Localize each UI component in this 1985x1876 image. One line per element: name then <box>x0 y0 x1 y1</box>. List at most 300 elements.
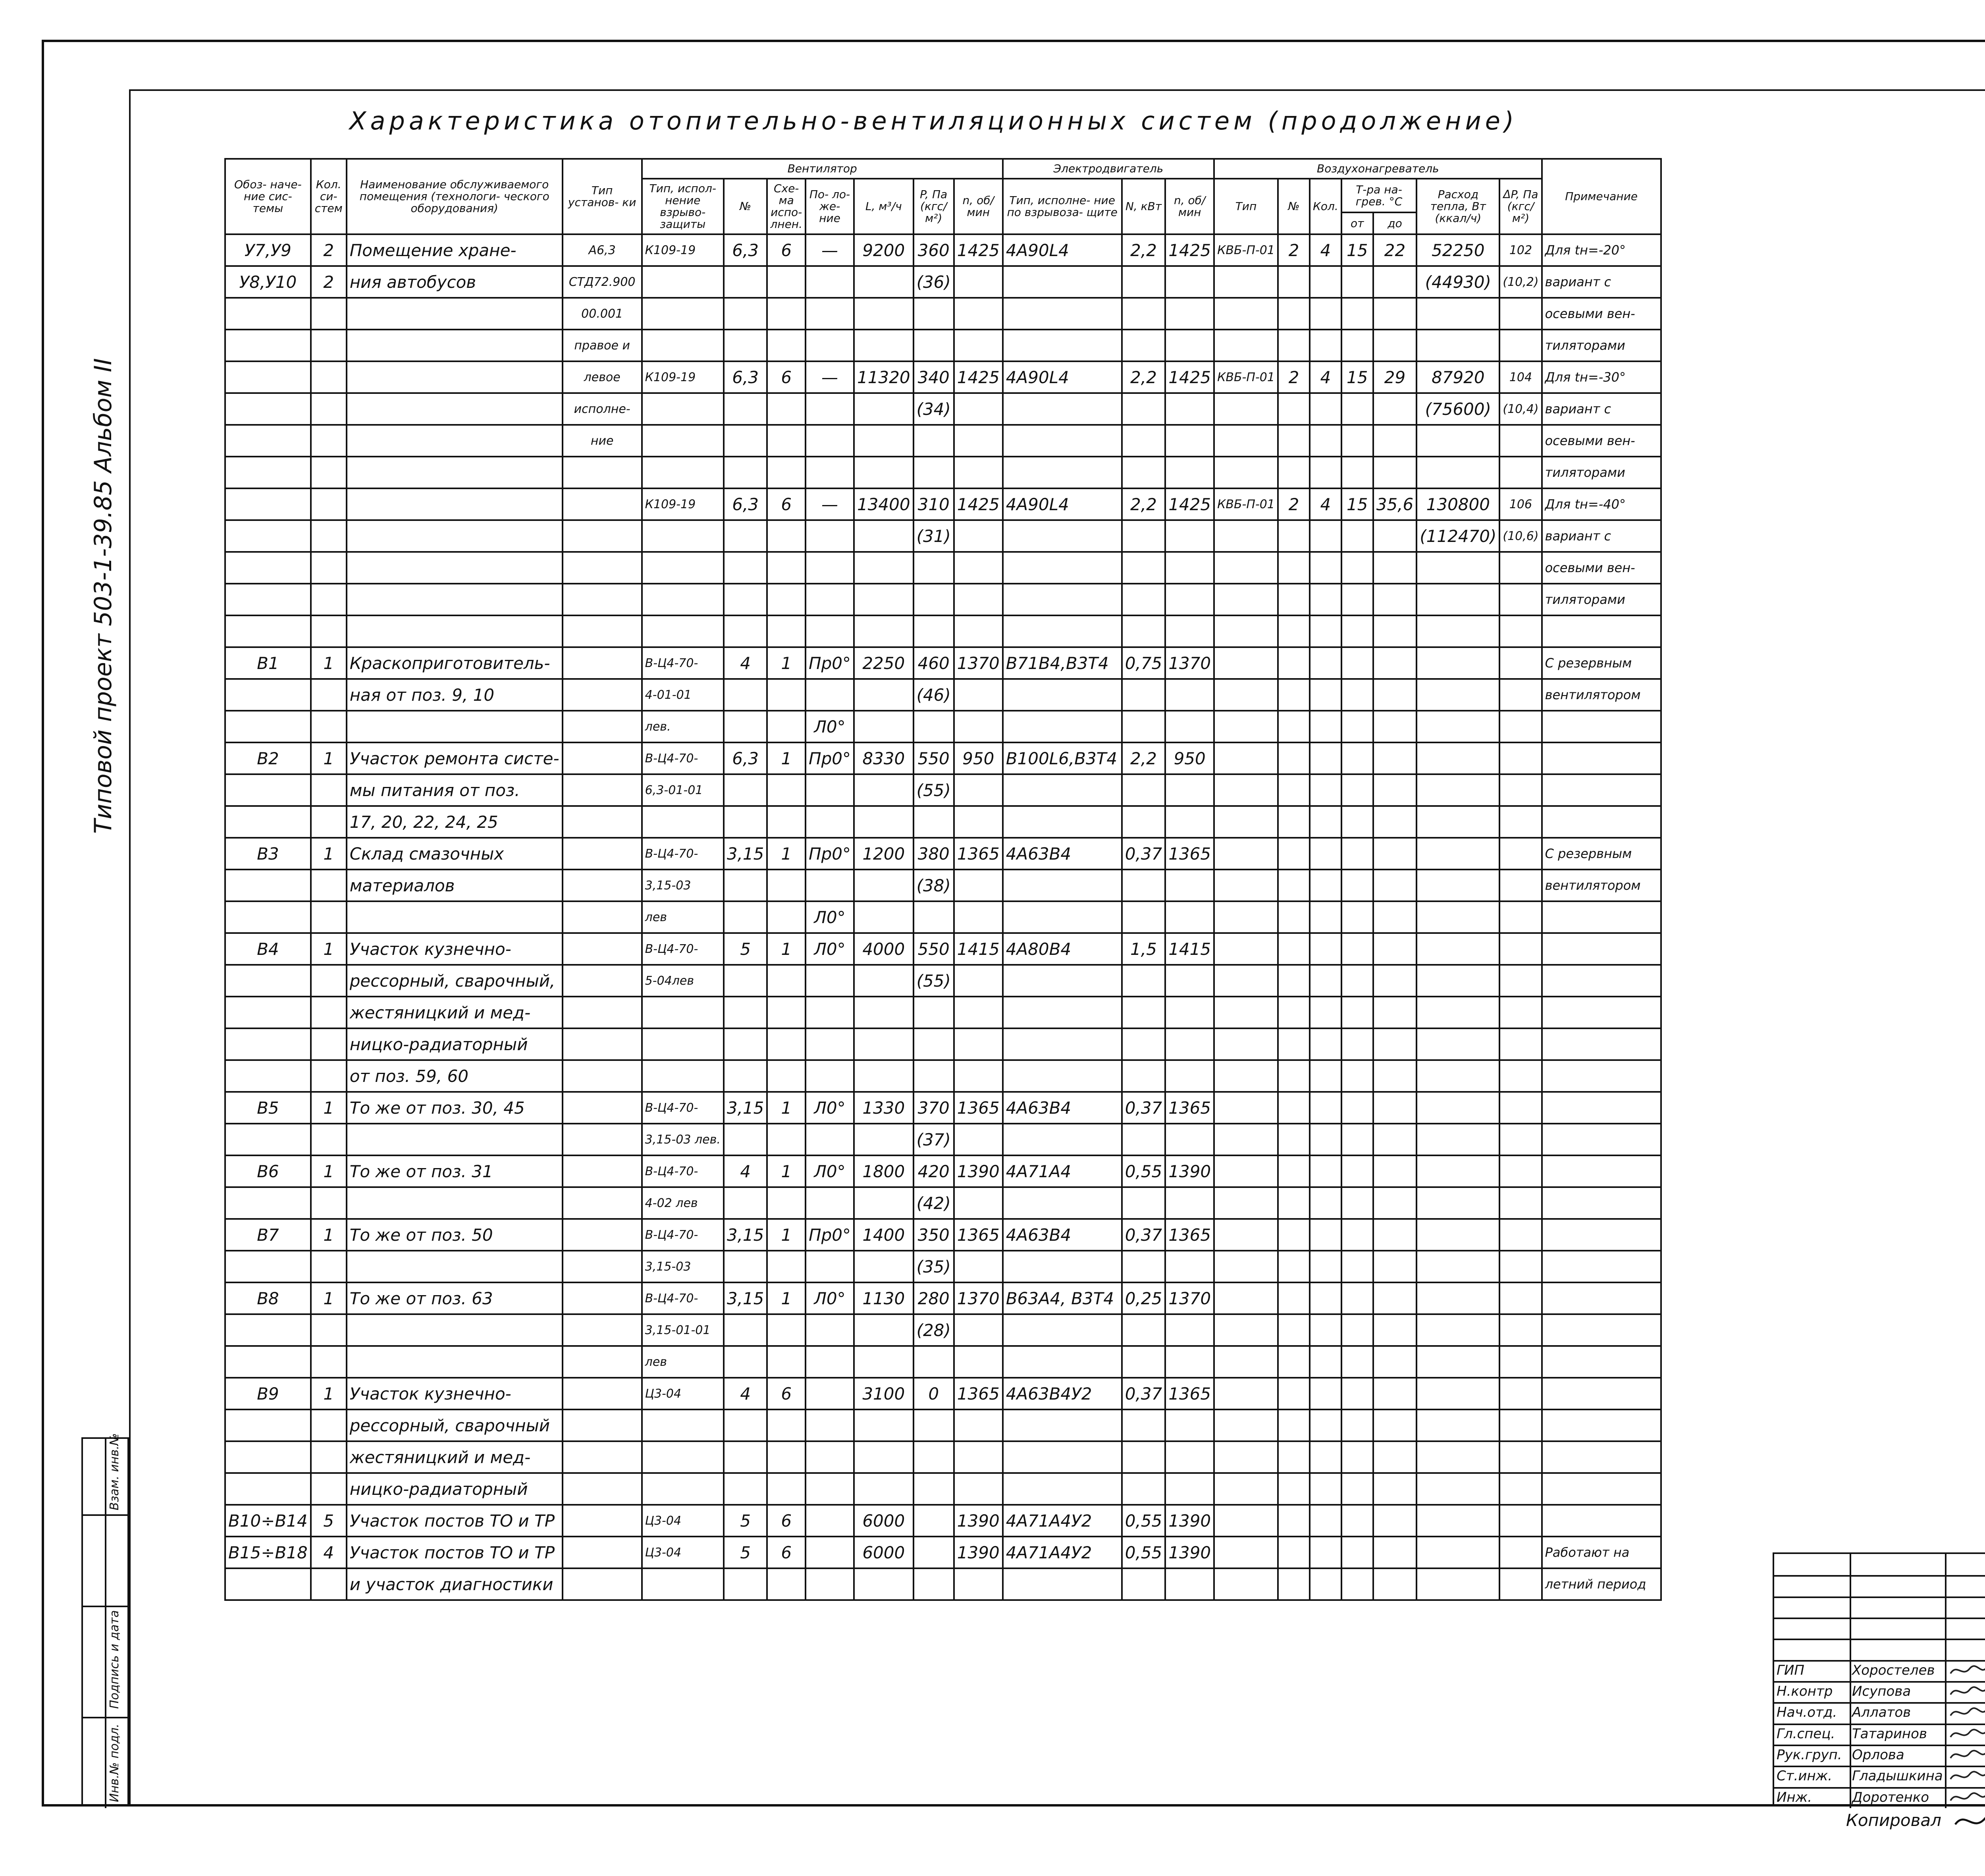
cell-motor-type <box>1003 425 1122 457</box>
cell-motor-N <box>1122 965 1166 997</box>
cell-heater-from: 15 <box>1341 234 1373 266</box>
cell-notes <box>1542 806 1661 838</box>
cell-fan-P <box>913 330 954 361</box>
table-row <box>225 838 1661 870</box>
cell-heater-to <box>1373 1537 1417 1568</box>
cell-fan-position: Л0° <box>806 711 854 742</box>
cell-motor-type <box>1003 393 1122 425</box>
th-room: Наименование обслуживаемого помещения (технологи- ческого оборудования) <box>347 159 563 234</box>
cell-heater-heat <box>1416 1505 1499 1537</box>
cell-designation <box>225 584 311 615</box>
cell-fan-scheme: 6 <box>767 1378 806 1409</box>
cell-fan-scheme: 6 <box>767 488 806 520</box>
cell-heater-qty <box>1310 774 1341 806</box>
cell-fan-position <box>806 330 854 361</box>
cell-motor-type <box>1003 457 1122 488</box>
cell-install <box>563 488 642 520</box>
cell-install: СТД72.900 <box>563 266 642 298</box>
cell-heater-to: 29 <box>1373 361 1417 393</box>
table-row <box>225 1092 1661 1124</box>
cell-motor-type <box>1003 1314 1122 1346</box>
cell-fan-P: 550 <box>913 742 954 774</box>
cell-fan-P <box>913 1441 954 1473</box>
cell-fan-L: 1400 <box>854 1219 913 1251</box>
cell-designation: В3 <box>225 838 311 870</box>
cell-room: Участок кузнечно- <box>347 1378 563 1409</box>
cell-fan-position <box>806 298 854 330</box>
cell-motor-N: 0,55 <box>1122 1537 1166 1568</box>
cell-motor-type: В63А4, В3Т4 <box>1003 1282 1122 1314</box>
cell-fan-position <box>806 1441 854 1473</box>
cell-heater-from <box>1341 742 1373 774</box>
cell-heater-qty <box>1310 330 1341 361</box>
cell-fan-no <box>724 901 767 933</box>
cell-install <box>563 520 642 552</box>
cell-count: 2 <box>311 234 347 266</box>
cell-heater-to <box>1373 1346 1417 1378</box>
cell-heater-dp <box>1499 1251 1542 1282</box>
cell-motor-n <box>1165 266 1214 298</box>
cell-heater-from <box>1341 774 1373 806</box>
cell-heater-no <box>1278 1441 1310 1473</box>
cell-heater-qty <box>1310 1155 1341 1187</box>
cell-notes <box>1542 774 1661 806</box>
cell-heater-to <box>1373 520 1417 552</box>
table-row <box>225 584 1661 615</box>
cell-fan-no: 6,3 <box>724 234 767 266</box>
cell-fan-P: 0 <box>913 1378 954 1409</box>
cell-fan-position <box>806 425 854 457</box>
cell-install <box>563 1251 642 1282</box>
cell-motor-n <box>1165 425 1214 457</box>
cell-motor-N <box>1122 330 1166 361</box>
cell-fan-n <box>954 1060 1003 1092</box>
cell-room: и участок диагностики <box>347 1568 563 1600</box>
cell-fan-L <box>854 1124 913 1155</box>
cell-count <box>311 361 347 393</box>
staff-name: Доротенко <box>1852 1789 1929 1805</box>
cell-fan-scheme <box>767 1441 806 1473</box>
table-row <box>225 1124 1661 1155</box>
cell-motor-n <box>1165 1568 1214 1600</box>
cell-heater-type <box>1214 1314 1278 1346</box>
cell-fan-L: 4000 <box>854 933 913 965</box>
cell-count <box>311 965 347 997</box>
cell-heater-type <box>1214 1409 1278 1441</box>
cell-heater-qty <box>1310 1473 1341 1505</box>
cell-heater-no: 2 <box>1278 488 1310 520</box>
cell-heater-to <box>1373 1028 1417 1060</box>
cell-designation: В10÷В14 <box>225 1505 311 1537</box>
cell-fan-type <box>642 615 724 647</box>
cell-motor-N <box>1122 1187 1166 1219</box>
cell-fan-no: 6,3 <box>724 361 767 393</box>
table-row <box>225 266 1661 298</box>
cell-motor-type: 4А63В4У2 <box>1003 1378 1122 1409</box>
cell-fan-n: 1370 <box>954 647 1003 679</box>
cell-motor-N <box>1122 1028 1166 1060</box>
cell-heater-dp <box>1499 1537 1542 1568</box>
cell-install <box>563 1378 642 1409</box>
cell-room: рессорный, сварочный <box>347 1409 563 1441</box>
table-row <box>225 1282 1661 1314</box>
cell-motor-type: 4А63В4 <box>1003 1092 1122 1124</box>
cell-fan-L: 13400 <box>854 488 913 520</box>
cell-motor-N <box>1122 1441 1166 1473</box>
cell-fan-n <box>954 457 1003 488</box>
cell-heater-from <box>1341 1537 1373 1568</box>
cell-motor-n: 1365 <box>1165 1378 1214 1409</box>
systems-table <box>224 158 1662 1601</box>
cell-heater-heat <box>1416 965 1499 997</box>
cell-heater-heat <box>1416 425 1499 457</box>
cell-designation <box>225 1346 311 1378</box>
cell-heater-type <box>1214 711 1278 742</box>
cell-fan-type: Ц3-04 <box>642 1537 724 1568</box>
cell-install <box>563 933 642 965</box>
cell-heater-from <box>1341 330 1373 361</box>
cell-heater-dp <box>1499 1092 1542 1124</box>
cell-heater-heat <box>1416 615 1499 647</box>
th-count: Кол. си- стем <box>311 159 347 234</box>
cell-fan-position: Л0° <box>806 901 854 933</box>
cell-heater-dp <box>1499 1473 1542 1505</box>
cell-motor-N: 1,5 <box>1122 933 1166 965</box>
cell-fan-no: 3,15 <box>724 1219 767 1251</box>
cell-motor-n <box>1165 520 1214 552</box>
cell-fan-no: 5 <box>724 933 767 965</box>
cell-heater-qty <box>1310 1219 1341 1251</box>
cell-heater-type <box>1214 1441 1278 1473</box>
staff-grid <box>1774 1554 1985 1808</box>
cell-fan-position <box>806 1187 854 1219</box>
table-row <box>225 1568 1661 1600</box>
cell-fan-type: лев. <box>642 711 724 742</box>
cell-room <box>347 488 563 520</box>
cell-heater-from <box>1341 1314 1373 1346</box>
cell-motor-n: 1425 <box>1165 361 1214 393</box>
cell-fan-L <box>854 330 913 361</box>
cell-heater-no <box>1278 1282 1310 1314</box>
cell-install: исполне- <box>563 393 642 425</box>
cell-heater-dp <box>1499 1314 1542 1346</box>
cell-motor-n <box>1165 806 1214 838</box>
cell-heater-heat: 87920 <box>1416 361 1499 393</box>
cell-fan-type: 4-02 лев <box>642 1187 724 1219</box>
cell-motor-n <box>1165 1314 1214 1346</box>
cell-install <box>563 552 642 584</box>
staff-name: Татаринов <box>1852 1726 1927 1742</box>
cell-motor-n <box>1165 711 1214 742</box>
table-row <box>225 1219 1661 1251</box>
cell-fan-n <box>954 774 1003 806</box>
table-row <box>225 1346 1661 1378</box>
cell-notes <box>1542 1473 1661 1505</box>
cell-fan-scheme <box>767 1124 806 1155</box>
cell-fan-no <box>724 298 767 330</box>
cell-heater-to <box>1373 901 1417 933</box>
table-row <box>225 393 1661 425</box>
cell-heater-dp <box>1499 552 1542 584</box>
cell-fan-type <box>642 1473 724 1505</box>
cell-heater-type <box>1214 1155 1278 1187</box>
cell-motor-N <box>1122 711 1166 742</box>
th-motor-type: Тип, исполне- ние по взрывоза- щите <box>1003 179 1122 234</box>
cell-heater-no <box>1278 870 1310 901</box>
cell-count <box>311 679 347 711</box>
cell-fan-P <box>913 615 954 647</box>
cell-fan-type <box>642 1568 724 1600</box>
cell-install <box>563 1473 642 1505</box>
cell-fan-P: 310 <box>913 488 954 520</box>
cell-install <box>563 1409 642 1441</box>
cell-fan-P: (37) <box>913 1124 954 1155</box>
cell-notes: тиляторами <box>1542 457 1661 488</box>
cell-motor-type <box>1003 901 1122 933</box>
cell-heater-type <box>1214 901 1278 933</box>
th-heater-group: Воздухонагреватель <box>1214 159 1542 179</box>
cell-fan-scheme <box>767 1473 806 1505</box>
cell-room: То же от поз. 30, 45 <box>347 1092 563 1124</box>
cell-motor-n <box>1165 1060 1214 1092</box>
cell-heater-no <box>1278 838 1310 870</box>
cell-count <box>311 806 347 838</box>
cell-motor-n: 1390 <box>1165 1155 1214 1187</box>
cell-count <box>311 774 347 806</box>
table-row <box>225 647 1661 679</box>
cell-fan-type <box>642 1441 724 1473</box>
cell-motor-type: 4А71А4У2 <box>1003 1537 1122 1568</box>
cell-fan-L <box>854 774 913 806</box>
cell-fan-P <box>913 298 954 330</box>
cell-motor-type <box>1003 266 1122 298</box>
cell-motor-n <box>1165 552 1214 584</box>
cell-heater-to <box>1373 425 1417 457</box>
cell-heater-from <box>1341 965 1373 997</box>
cell-fan-type <box>642 1060 724 1092</box>
cell-fan-n <box>954 806 1003 838</box>
cell-heater-heat <box>1416 330 1499 361</box>
cell-motor-n <box>1165 1473 1214 1505</box>
title-block <box>1773 1552 1985 1807</box>
cell-heater-no <box>1278 1251 1310 1282</box>
cell-heater-to <box>1373 1505 1417 1537</box>
cell-count <box>311 330 347 361</box>
cell-heater-no <box>1278 1378 1310 1409</box>
cell-fan-position <box>806 393 854 425</box>
cell-heater-no <box>1278 298 1310 330</box>
table-row <box>225 1187 1661 1219</box>
cell-designation: В1 <box>225 647 311 679</box>
cell-heater-no <box>1278 1568 1310 1600</box>
cell-fan-n <box>954 1409 1003 1441</box>
cell-room: Склад смазочных <box>347 838 563 870</box>
cell-fan-n <box>954 266 1003 298</box>
cell-motor-n <box>1165 965 1214 997</box>
cell-fan-P: 420 <box>913 1155 954 1187</box>
cell-fan-position: — <box>806 488 854 520</box>
cell-install <box>563 1505 642 1537</box>
cell-fan-P <box>913 1505 954 1537</box>
cell-fan-no <box>724 1314 767 1346</box>
cell-heater-qty <box>1310 425 1341 457</box>
th-heater-temp: Т-ра на- грев. °С <box>1341 179 1417 212</box>
cell-room: То же от поз. 50 <box>347 1219 563 1251</box>
cell-heater-from <box>1341 1092 1373 1124</box>
cell-install: 00.001 <box>563 298 642 330</box>
cell-heater-no <box>1278 1155 1310 1187</box>
cell-heater-type <box>1214 774 1278 806</box>
cell-heater-heat <box>1416 1346 1499 1378</box>
cell-fan-P: (31) <box>913 520 954 552</box>
cell-notes <box>1542 1155 1661 1187</box>
cell-fan-n: 1390 <box>954 1505 1003 1537</box>
cell-install: ние <box>563 425 642 457</box>
cell-heater-qty <box>1310 457 1341 488</box>
cell-heater-qty <box>1310 1282 1341 1314</box>
cell-motor-n <box>1165 901 1214 933</box>
cell-fan-position <box>806 965 854 997</box>
cell-fan-scheme: 6 <box>767 234 806 266</box>
cell-fan-type: 3,15-01-01 <box>642 1314 724 1346</box>
cell-motor-n <box>1165 774 1214 806</box>
cell-fan-n <box>954 1473 1003 1505</box>
cell-install <box>563 1568 642 1600</box>
cell-heater-qty <box>1310 1568 1341 1600</box>
cell-heater-to <box>1373 298 1417 330</box>
cell-fan-no <box>724 997 767 1028</box>
cell-fan-scheme <box>767 997 806 1028</box>
cell-room: Участок ремонта систе- <box>347 742 563 774</box>
cell-count <box>311 457 347 488</box>
cell-fan-position: Пр0° <box>806 838 854 870</box>
cell-heater-dp <box>1499 933 1542 965</box>
cell-fan-scheme <box>767 584 806 615</box>
cell-fan-type <box>642 425 724 457</box>
cell-fan-L <box>854 1187 913 1219</box>
cell-heater-dp <box>1499 647 1542 679</box>
cell-fan-type: В-Ц4-70- <box>642 1282 724 1314</box>
cell-designation <box>225 615 311 647</box>
cell-heater-type <box>1214 1537 1278 1568</box>
cell-notes <box>1542 1028 1661 1060</box>
cell-fan-scheme <box>767 965 806 997</box>
cell-count <box>311 711 347 742</box>
cell-heater-to <box>1373 870 1417 901</box>
cell-heater-qty <box>1310 933 1341 965</box>
table-row <box>225 933 1661 965</box>
cell-motor-n: 1365 <box>1165 838 1214 870</box>
cell-room: от поз. 59, 60 <box>347 1060 563 1092</box>
cell-fan-type: В-Ц4-70- <box>642 933 724 965</box>
cell-heater-from: 15 <box>1341 361 1373 393</box>
cell-heater-heat <box>1416 1155 1499 1187</box>
cell-designation <box>225 520 311 552</box>
th-heater-to: до <box>1373 212 1417 234</box>
staff-signature <box>1949 1725 1985 1743</box>
cell-fan-no <box>724 806 767 838</box>
cell-fan-n: 1425 <box>954 234 1003 266</box>
cell-heater-no <box>1278 1092 1310 1124</box>
staff-role: Ст.инж. <box>1777 1768 1833 1784</box>
cell-fan-type <box>642 393 724 425</box>
cell-room <box>347 1251 563 1282</box>
cell-fan-P: (34) <box>913 393 954 425</box>
cell-motor-n <box>1165 1441 1214 1473</box>
cell-fan-scheme: 1 <box>767 838 806 870</box>
cell-fan-L: 2250 <box>854 647 913 679</box>
cell-notes: тиляторами <box>1542 584 1661 615</box>
cell-heater-from <box>1341 1378 1373 1409</box>
cell-room <box>347 330 563 361</box>
table-row <box>225 488 1661 520</box>
cell-fan-n: 1390 <box>954 1537 1003 1568</box>
cell-heater-no <box>1278 1346 1310 1378</box>
cell-designation: У8,У10 <box>225 266 311 298</box>
cell-room <box>347 298 563 330</box>
table-row <box>225 774 1661 806</box>
cell-motor-N <box>1122 1409 1166 1441</box>
cell-fan-n <box>954 298 1003 330</box>
cell-heater-dp <box>1499 615 1542 647</box>
cell-designation <box>225 393 311 425</box>
cell-motor-type: 4А71А4 <box>1003 1155 1122 1187</box>
cell-fan-n <box>954 1441 1003 1473</box>
cell-fan-position: Пр0° <box>806 742 854 774</box>
cell-fan-scheme: 1 <box>767 647 806 679</box>
staff-role: Н.контр <box>1777 1683 1833 1699</box>
cell-fan-n: 1365 <box>954 1219 1003 1251</box>
staff-signature <box>1949 1746 1985 1764</box>
cell-room: жестяницкий и мед- <box>347 1441 563 1473</box>
cell-motor-type: В100L6,В3Т4 <box>1003 742 1122 774</box>
cell-heater-no <box>1278 393 1310 425</box>
cell-designation <box>225 298 311 330</box>
cell-designation <box>225 774 311 806</box>
cell-fan-L <box>854 1568 913 1600</box>
cell-fan-P <box>913 1473 954 1505</box>
cell-heater-dp: (10,2) <box>1499 266 1542 298</box>
cell-heater-heat: (75600) <box>1416 393 1499 425</box>
cell-fan-L <box>854 615 913 647</box>
cell-room: Участок кузнечно- <box>347 933 563 965</box>
cell-notes <box>1542 997 1661 1028</box>
cell-heater-qty <box>1310 1092 1341 1124</box>
cell-heater-dp: 102 <box>1499 234 1542 266</box>
cell-heater-dp <box>1499 1378 1542 1409</box>
staff-role: Нач.отд. <box>1777 1704 1837 1720</box>
cell-motor-type: 4А90L4 <box>1003 361 1122 393</box>
cell-heater-type <box>1214 298 1278 330</box>
cell-notes: вентилятором <box>1542 679 1661 711</box>
cell-heater-from <box>1341 870 1373 901</box>
cell-heater-dp <box>1499 774 1542 806</box>
cell-heater-heat <box>1416 870 1499 901</box>
cell-fan-L: 11320 <box>854 361 913 393</box>
cell-motor-n: 1370 <box>1165 647 1214 679</box>
cell-notes: вентилятором <box>1542 870 1661 901</box>
cell-fan-position <box>806 552 854 584</box>
cell-notes: Для tн=-40° <box>1542 488 1661 520</box>
cell-heater-qty <box>1310 1314 1341 1346</box>
cell-fan-P: 340 <box>913 361 954 393</box>
cell-heater-from <box>1341 806 1373 838</box>
cell-fan-n <box>954 965 1003 997</box>
cell-fan-no <box>724 1028 767 1060</box>
cell-heater-to <box>1373 933 1417 965</box>
cell-fan-scheme <box>767 1060 806 1092</box>
cell-heater-qty <box>1310 870 1341 901</box>
